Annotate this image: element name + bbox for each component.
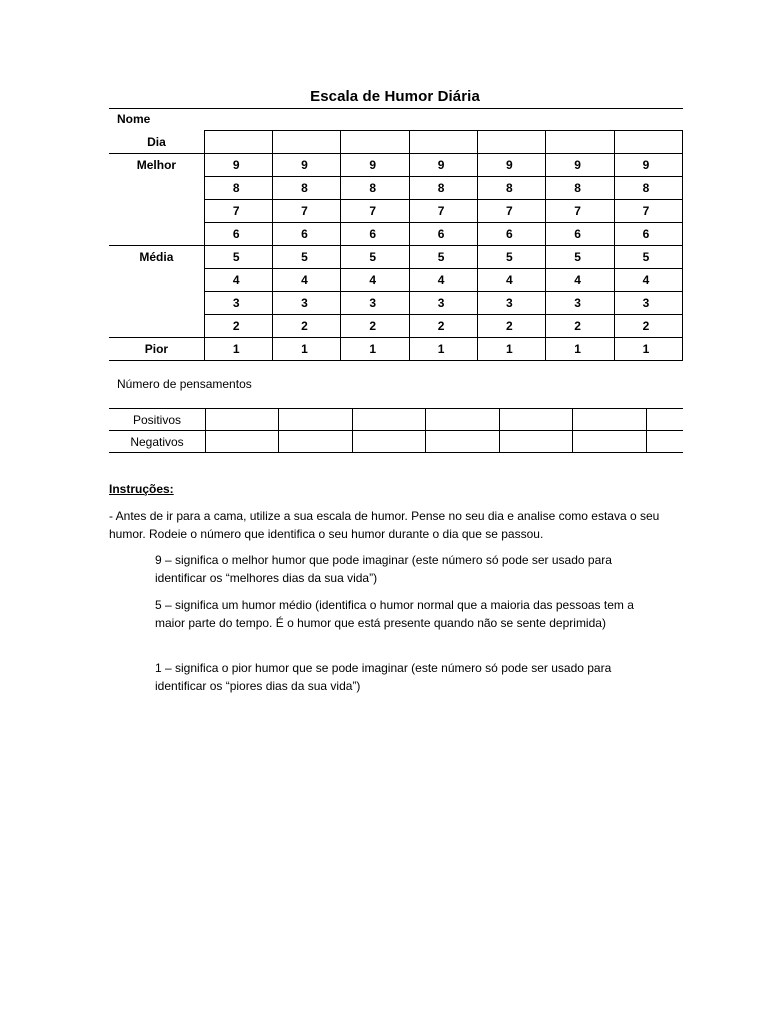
scale-value-cell[interactable]: 6 bbox=[546, 223, 614, 246]
scale-value-cell[interactable]: 9 bbox=[341, 154, 409, 177]
scale-value-cell[interactable]: 6 bbox=[273, 223, 341, 246]
scale-value-cell[interactable]: 7 bbox=[341, 200, 409, 223]
thoughts-count-cell[interactable] bbox=[206, 409, 279, 431]
instruction-five: 5 – significa um humor médio (identifica o humor normal que a maioria das pessoas tem a maior parte do tempo. É o humor que está presente quando não se sente deprimida) bbox=[155, 598, 634, 630]
scale-value-cell[interactable]: 8 bbox=[273, 177, 341, 200]
dia-cell[interactable] bbox=[614, 131, 682, 154]
thoughts-count-cell[interactable] bbox=[279, 409, 352, 431]
scale-value-cell[interactable]: 6 bbox=[478, 223, 546, 246]
thoughts-count-cell[interactable] bbox=[426, 431, 499, 453]
scale-value-cell[interactable]: 2 bbox=[341, 315, 409, 338]
scale-row-label bbox=[109, 177, 204, 200]
thoughts-count-cell[interactable] bbox=[352, 431, 425, 453]
scale-value-cell[interactable]: 1 bbox=[409, 338, 477, 361]
scale-value-cell[interactable]: 7 bbox=[204, 200, 272, 223]
scale-row-label: Pior bbox=[109, 338, 204, 361]
scale-value-cell[interactable]: 7 bbox=[614, 200, 682, 223]
scale-value-cell[interactable]: 9 bbox=[546, 154, 614, 177]
instruction-one: 1 – significa o pior humor que se pode imaginar (este número só pode ser usado para identificar os “piores dias da sua vida”) bbox=[155, 661, 612, 693]
scale-value-cell[interactable]: 2 bbox=[204, 315, 272, 338]
scale-row-label bbox=[109, 223, 204, 246]
dia-cell[interactable] bbox=[341, 131, 409, 154]
scale-value-cell[interactable]: 4 bbox=[546, 269, 614, 292]
dia-label: Dia bbox=[109, 131, 204, 154]
scale-value-cell[interactable]: 9 bbox=[478, 154, 546, 177]
scale-value-cell[interactable]: 8 bbox=[546, 177, 614, 200]
scale-value-cell[interactable]: 1 bbox=[546, 338, 614, 361]
mood-scale-table bbox=[109, 130, 683, 361]
thoughts-count-cell[interactable] bbox=[646, 431, 683, 453]
scale-value-cell[interactable]: 3 bbox=[546, 292, 614, 315]
scale-value-cell[interactable]: 7 bbox=[409, 200, 477, 223]
dia-cell[interactable] bbox=[546, 131, 614, 154]
scale-value-cell[interactable]: 1 bbox=[204, 338, 272, 361]
thoughts-label: Número de pensamentos bbox=[117, 377, 252, 391]
scale-value-cell[interactable]: 8 bbox=[204, 177, 272, 200]
thoughts-count-cell[interactable] bbox=[573, 409, 646, 431]
scale-value-cell[interactable]: 6 bbox=[409, 223, 477, 246]
scale-value-cell[interactable]: 4 bbox=[614, 269, 682, 292]
thoughts-count-cell[interactable] bbox=[426, 409, 499, 431]
scale-value-cell[interactable]: 9 bbox=[204, 154, 272, 177]
scale-value-cell[interactable]: 2 bbox=[546, 315, 614, 338]
thoughts-count-cell[interactable] bbox=[279, 431, 352, 453]
thoughts-count-cell[interactable] bbox=[499, 431, 572, 453]
scale-value-cell[interactable]: 3 bbox=[478, 292, 546, 315]
scale-value-cell[interactable]: 8 bbox=[409, 177, 477, 200]
thoughts-count-cell[interactable] bbox=[573, 431, 646, 453]
scale-value-cell[interactable]: 4 bbox=[478, 269, 546, 292]
scale-value-cell[interactable]: 3 bbox=[409, 292, 477, 315]
scale-value-cell[interactable]: 6 bbox=[204, 223, 272, 246]
scale-value-cell[interactable]: 5 bbox=[204, 246, 272, 269]
scale-value-cell[interactable]: 2 bbox=[409, 315, 477, 338]
title-divider bbox=[109, 108, 683, 109]
scale-value-cell[interactable]: 8 bbox=[478, 177, 546, 200]
scale-value-cell[interactable]: 1 bbox=[341, 338, 409, 361]
scale-value-cell[interactable]: 8 bbox=[614, 177, 682, 200]
scale-value-cell[interactable]: 5 bbox=[409, 246, 477, 269]
scale-value-cell[interactable]: 2 bbox=[614, 315, 682, 338]
scale-value-cell[interactable]: 4 bbox=[409, 269, 477, 292]
dia-cell[interactable] bbox=[478, 131, 546, 154]
nome-label: Nome bbox=[117, 112, 151, 126]
thoughts-count-cell[interactable] bbox=[646, 409, 683, 431]
scale-row-label bbox=[109, 200, 204, 223]
scale-value-cell[interactable]: 5 bbox=[546, 246, 614, 269]
scale-value-cell[interactable]: 1 bbox=[478, 338, 546, 361]
scale-value-cell[interactable]: 4 bbox=[273, 269, 341, 292]
instructions-heading: Instruções: bbox=[109, 482, 174, 496]
scale-row-label bbox=[109, 269, 204, 292]
scale-value-cell[interactable]: 1 bbox=[614, 338, 682, 361]
scale-value-cell[interactable]: 4 bbox=[341, 269, 409, 292]
instruction-nine: 9 – significa o melhor humor que pode imaginar (este número só pode ser usado para identificar os “melhores dias da sua vida”) bbox=[155, 553, 612, 585]
scale-value-cell[interactable]: 2 bbox=[478, 315, 546, 338]
scale-row-label bbox=[109, 292, 204, 315]
scale-value-cell[interactable]: 8 bbox=[341, 177, 409, 200]
thoughts-count-cell[interactable] bbox=[499, 409, 572, 431]
page-title: Escala de Humor Diária bbox=[310, 88, 480, 105]
scale-value-cell[interactable]: 3 bbox=[341, 292, 409, 315]
scale-value-cell[interactable]: 2 bbox=[273, 315, 341, 338]
scale-value-cell[interactable]: 1 bbox=[273, 338, 341, 361]
scale-value-cell[interactable]: 5 bbox=[614, 246, 682, 269]
scale-value-cell[interactable]: 5 bbox=[273, 246, 341, 269]
scale-value-cell[interactable]: 7 bbox=[273, 200, 341, 223]
scale-value-cell[interactable]: 9 bbox=[273, 154, 341, 177]
scale-value-cell[interactable]: 3 bbox=[273, 292, 341, 315]
thoughts-count-cell[interactable] bbox=[352, 409, 425, 431]
scale-value-cell[interactable]: 6 bbox=[614, 223, 682, 246]
scale-value-cell[interactable]: 4 bbox=[204, 269, 272, 292]
scale-value-cell[interactable]: 5 bbox=[478, 246, 546, 269]
dia-cell[interactable] bbox=[273, 131, 341, 154]
scale-row-label: Melhor bbox=[136, 158, 177, 173]
scale-value-cell[interactable]: 6 bbox=[341, 223, 409, 246]
thoughts-table bbox=[109, 408, 683, 453]
scale-value-cell[interactable]: 3 bbox=[614, 292, 682, 315]
dia-cell[interactable] bbox=[204, 131, 272, 154]
scale-value-cell[interactable]: 5 bbox=[341, 246, 409, 269]
thoughts-row-label: Positivos bbox=[109, 409, 206, 431]
scale-value-cell[interactable]: 7 bbox=[546, 200, 614, 223]
scale-row-label: Média bbox=[139, 250, 174, 265]
thoughts-count-cell[interactable] bbox=[206, 431, 279, 453]
scale-value-cell[interactable]: 7 bbox=[478, 200, 546, 223]
scale-value-cell[interactable]: 9 bbox=[409, 154, 477, 177]
dia-cell[interactable] bbox=[409, 131, 477, 154]
scale-row-label bbox=[109, 315, 204, 338]
scale-value-cell[interactable]: 3 bbox=[204, 292, 272, 315]
scale-value-cell[interactable]: 9 bbox=[614, 154, 682, 177]
instructions-intro: - Antes de ir para a cama, utilize a sua escala de humor. Pense no seu dia e analise como estava o seu humor. Rodeie o número que identifica o seu humor durante o dia que se passou. bbox=[109, 509, 660, 541]
thoughts-row-label: Negativos bbox=[109, 431, 206, 453]
